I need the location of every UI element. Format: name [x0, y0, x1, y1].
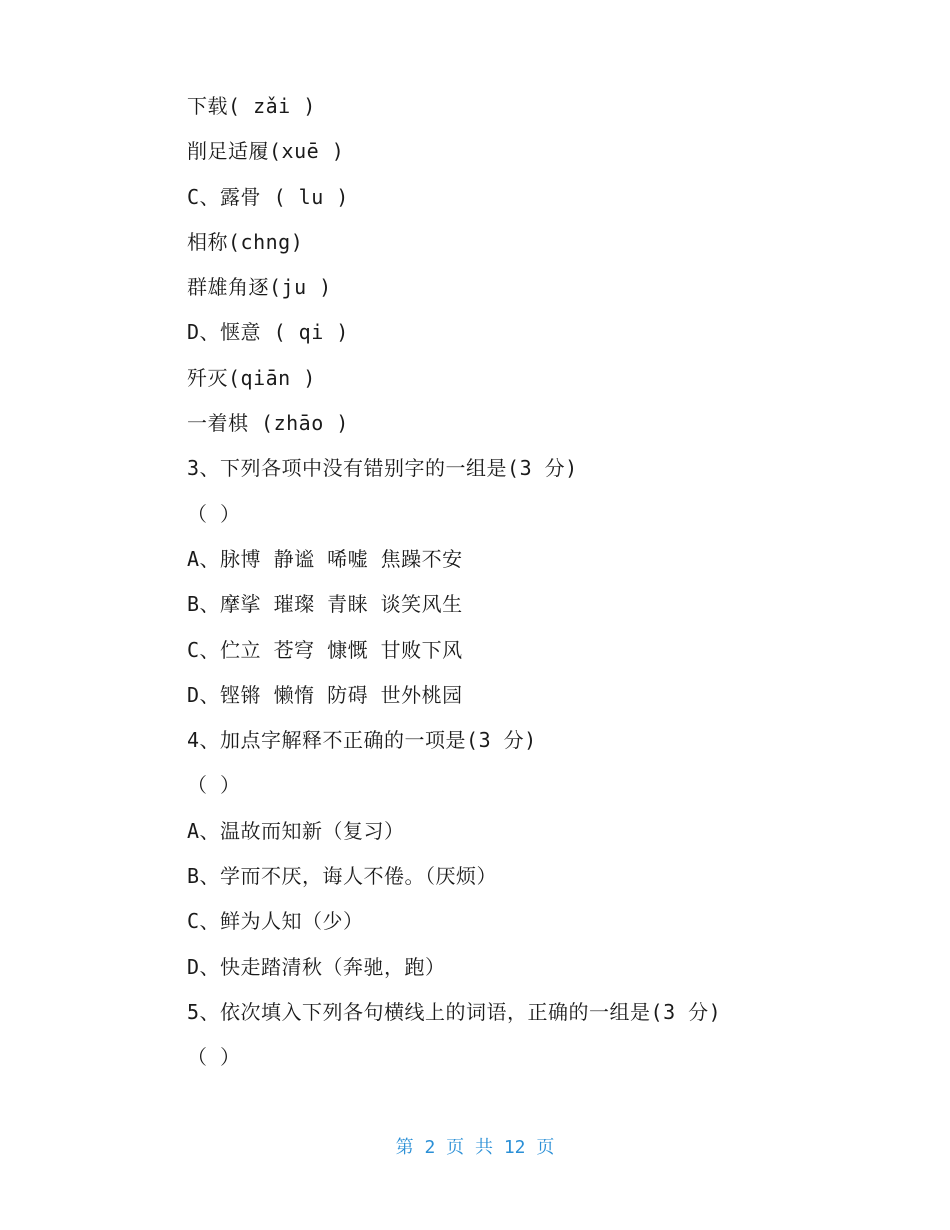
- page-number-footer: 第 2 页 共 12 页: [395, 1137, 555, 1158]
- option-b: B、学而不厌，诲人不倦。（厌烦）: [187, 864, 498, 889]
- text-line: 一着棋 (zhāo ): [187, 411, 349, 436]
- option-a: A、脉博 静谧 唏嘘 焦躁不安: [187, 546, 463, 571]
- document-body: [187, 84, 887, 1081]
- question-3: 3、下列各项中没有错别字的一组是(3 分): [187, 456, 578, 481]
- text-line: 相称(chng): [187, 229, 304, 254]
- text-line: 歼灭(qiān ): [187, 365, 316, 390]
- text-line: D、惬意 ( qi ): [187, 320, 349, 345]
- text-line: C、露骨 ( lu ): [187, 184, 349, 209]
- option-c: C、鲜为人知（少）: [187, 909, 364, 934]
- option-c: C、伫立 苍穹 慷慨 甘败下风: [187, 637, 463, 662]
- text-line: 群雄角逐(ju ): [187, 275, 332, 300]
- option-d: D、快走踏清秋（奔驰，跑）: [187, 954, 446, 979]
- option-a: A、温故而知新（复习）: [187, 818, 405, 843]
- question-5: 5、依次填入下列各句横线上的词语，正确的一组是(3 分): [187, 999, 722, 1024]
- answer-blank: （ ）: [187, 1045, 241, 1070]
- text-line: 下载( zǎi ): [187, 94, 316, 118]
- answer-blank: （ ）: [187, 773, 241, 798]
- text-line: 削足适履(xuē ): [187, 139, 345, 164]
- question-4: 4、加点字解释不正确的一项是(3 分): [187, 728, 537, 753]
- option-b: B、摩挲 璀璨 青睐 谈笑风生: [187, 592, 463, 617]
- option-d: D、铿锵 懒惰 防碍 世外桃园: [187, 682, 463, 707]
- answer-blank: （ ）: [187, 501, 241, 526]
